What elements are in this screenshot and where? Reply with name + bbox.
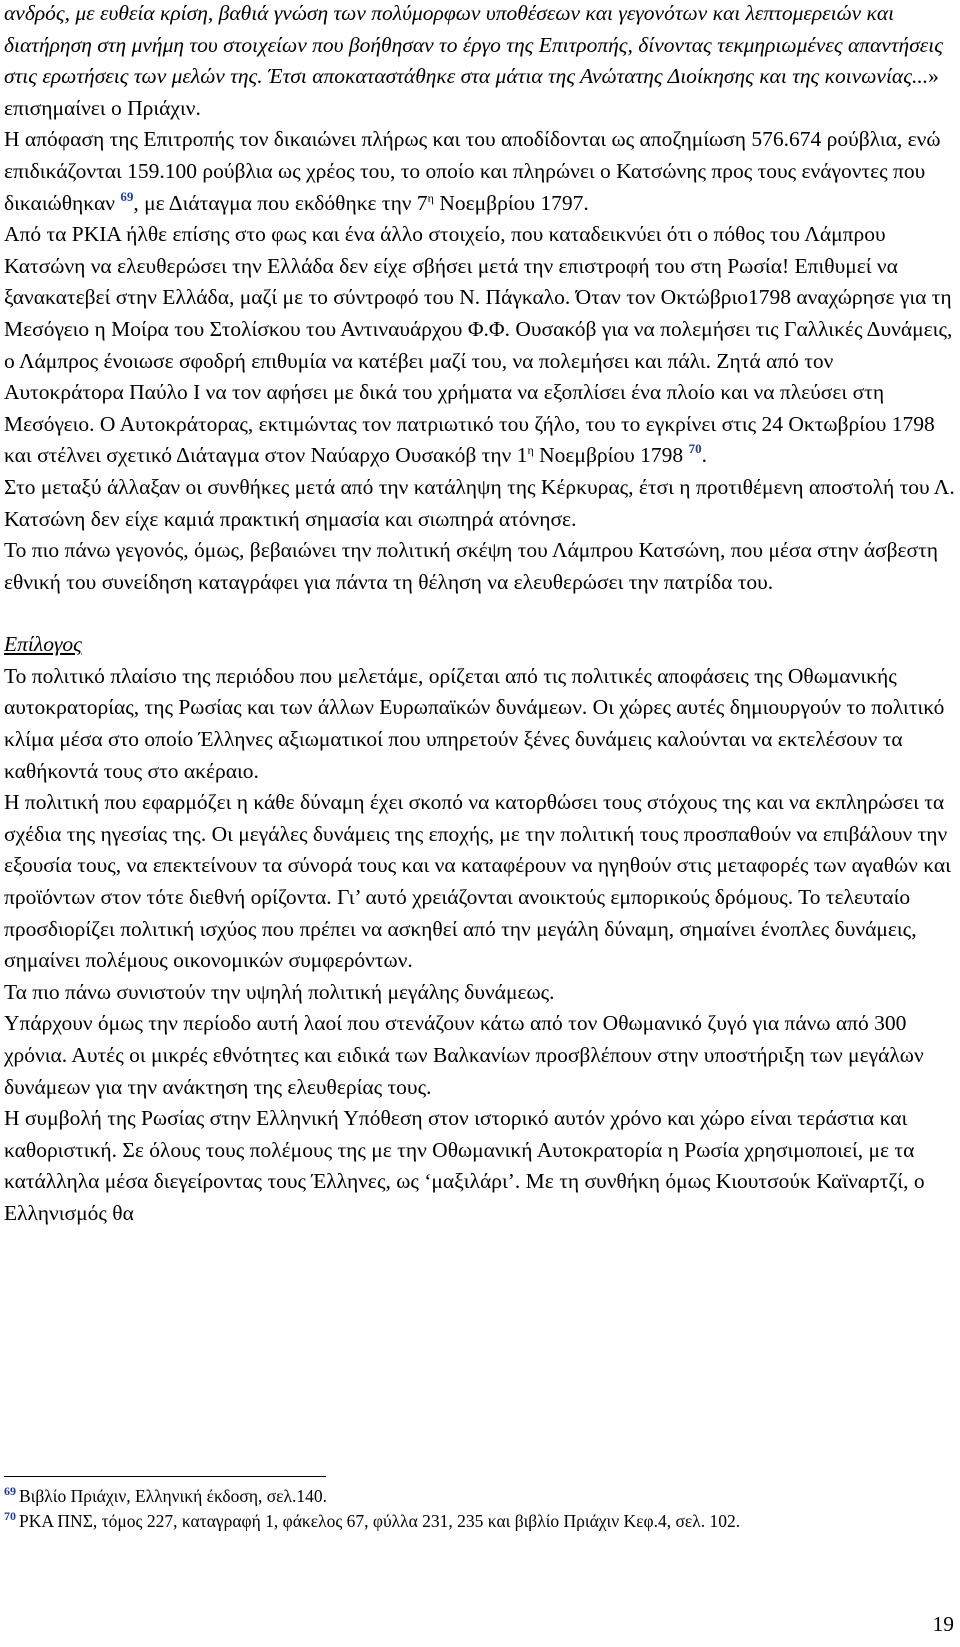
paragraph-9: Υπάρχουν όμως την περίοδο αυτή λαοί που στενάζουν κάτω από τον Οθωμανικό ζυγό για πάνω από 300 χρόνια. Αυτές οι μικρές εθνότητες και ειδικά των Βαλκανίων προσβλέπουν στην υποστήριξη των μεγάλων δυνάμεων για την ανάκτηση της ελευθερίας τους. [4,1011,924,1099]
paragraph-1 [4,0,956,124]
quote-italic: ανδρός, με ευθεία κρίση, βαθιά γνώση των πολύμορφων υποθέσεων και γεγονότων και λεπτομερειών και διατήρηση στη μνήμη του στοιχείων που βοήθησαν το έργο της Επιτροπής, δίνοντας τεκμηριωμένες απαντήσεις στις ερωτήσεις των μελών της. Έτσι αποκαταστάθηκε στα μάτια της Ανώτατης Διοίκησης και της κοινωνίας... [4,1,943,89]
paragraph-spacer [4,598,956,629]
ordinal-superscript: η [527,443,534,458]
page-number: 19 [932,1612,954,1636]
footnote-number: 70 [4,1509,16,1523]
footnote-text: Βιβλίο Πριάχιν, Ελληνική έκδοση, σελ.140. [19,1486,327,1506]
footnote-70 [4,1509,956,1534]
paragraph-7: Η πολιτική που εφαρμόζει η κάθε δύναμη έχει σκοπό να κατορθώσει τους στόχους της και να εκπληρώσει τα σχέδια της ηγεσίας της. Οι μεγάλες δυνάμεις της εποχής, με την πολιτική τους προσπαθούν να επιβάλουν την εξουσία τους, να επεκτείνουν τα σύνορά τους και να καταφέρουν να ηγηθούν στις μεταφορές των αγαθών και προϊόντων στον τότε διεθνή ορίζοντα. Γι’ αυτό χρειάζονται ανοικτούς εμπορικούς δρόμους. Το τελευταίο προσδιορίζει πολιτική ισχύος που πρέπει να ασκηθεί από την μεγάλη δύναμη, σημαίνει ένοπλες δυνάμεις, σημαίνει πολέμους οικονομικών συμφερόντων. [4,790,951,973]
text-run: , με Διάταγμα που εκδόθηκε την 7 [133,190,428,215]
paragraph-3 [4,219,956,472]
section-heading-epilogue [4,629,956,661]
paragraph-2 [4,124,956,219]
paragraph-6: Το πολιτικό πλαίσιο της περιόδου που μελετάμε, ορίζεται από τις πολιτικές αποφάσεις της Οθωμανικής αυτοκρατορίας, της Ρωσίας και των άλλων Ευρωπαϊκών δυνάμεων. Οι χώρες αυτές δημιουργούν το πολιτικό κλίμα μέσα στο οποίο Έλληνες αξιωματικοί που υπηρετούν ξένες δυνάμεις καλούνται να εκτελέσουν τα καθήκοντά τους στο ακέραιο. [4,663,945,783]
quote-attribution: » επισημαίνει ο Πριάχιν. [4,64,939,120]
footnote-ref-69[interactable]: 69 [120,188,134,204]
main-text [4,0,956,1230]
footnote-divider [4,1476,326,1477]
footnote-text: ΡΚΑ ΠΝΣ, τόμος 227, καταγραφή 1, φάκελος 67, φύλλα 231, 235 και βιβλίο Πριάχιν Κεφ.4, σελ. 102. [19,1511,741,1531]
text-run: Από τα ΡΚΙΑ ήλθε επίσης στο φως και ένα άλλο στοιχείο, που καταδεικνύει ότι ο πόθος του Λάμπρου Κατσώνη να ελευθερώσει την Ελλάδα δεν είχε σβήσει μετά την επιστροφή του στη Ρωσία! Επιθυμεί να ξανακατεβεί στην Ελλάδα, μαζί με το σύντροφό του Ν. Πάγκαλο. Όταν τον Οκτώβριο1798 αναχώρησε για τη Μεσόγειο η Μοίρα του Στολίσκου του Αντιναυάρχου Φ.Φ. Ουσακόβ για να πολεμήσει τις Γαλλικές Δυνάμεις, ο Λάμπρος ένοιωσε σφοδρή επιθυμία να κατέβει μαζί του, να πολεμήσει και πάλι. Ζητά από τον Αυτοκράτορα Παύλο Ι να τον αφήσει με δικά του χρήματα να εξοπλίσει ένα πλοίο και να πλεύσει στη Μεσόγειο. Ο Αυτοκράτορας, εκτιμώντας τον πατριωτικό του ζήλο, του το εγκρίνει στις 24 Οκτωβρίου 1798 και στέλνει σχετικό Διάταγμα στον Ναύαρχο Ουσακόβ την 1 [4,222,953,468]
footnote-ref-70[interactable]: 70 [688,441,702,457]
text-run: Η απόφαση της Επιτροπής τον δικαιώνει πλήρως και του αποδίδονται ως αποζημίωση 576.674 ρούβλια, ενώ επιδικάζονται 159.100 ρούβλια ως χρέος του, το οποίο και πληρώνει ο Κατσώνης προς τους ενάγοντες που δικαιώθηκαν [4,127,941,215]
ordinal-superscript: η [427,190,434,205]
text-run: Νοεμβρίου 1798 [533,443,689,468]
paragraph-10: Η συμβολή της Ρωσίας στην Ελληνική Υπόθεση στον ιστορικό αυτόν χρόνο και χώρο είναι τεράστια και καθοριστική. Σε όλους τους πολέμους της με την Οθωμανική Αυτοκρατορία η Ρωσία χρησιμοποιεί, με τα κατάλληλα μέσα διεγείροντας τους Έλληνες, ως ‘μαξιλάρι’. Με τη συνθήκη όμως Κιουτσούκ Καϊναρτζί, ο Ελληνισμός θα [4,1106,925,1225]
text-run: . [701,443,707,468]
paragraph-4: Στο μεταξύ άλλαξαν οι συνθήκες μετά από την κατάληψη της Κέρκυρας, έτσι η προτιθέμενη αποστολή του Λ. Κατσώνη δεν είχε καμιά πρακτική σημασία και σιωπηρά ατόνησε. [4,474,955,531]
paragraph-8: Τα πιο πάνω συνιστούν την υψηλή πολιτική μεγάλης δυνάμεως. [4,979,555,1004]
footnote-number: 69 [4,1484,16,1498]
heading-text: Επίλογος [4,632,82,657]
text-run: Νοεμβρίου 1797. [433,190,589,215]
paragraph-5: Το πιο πάνω γεγονός, όμως, βεβαιώνει την πολιτική σκέψη του Λάμπρου Κατσώνη, που μέσα στην άσβεστη εθνική του συνείδηση καταγράφει για πάντα τη θέληση να ελευθερώσει την πατρίδα του. [4,538,939,594]
footnotes [4,1476,956,1534]
footnote-69 [4,1484,956,1509]
